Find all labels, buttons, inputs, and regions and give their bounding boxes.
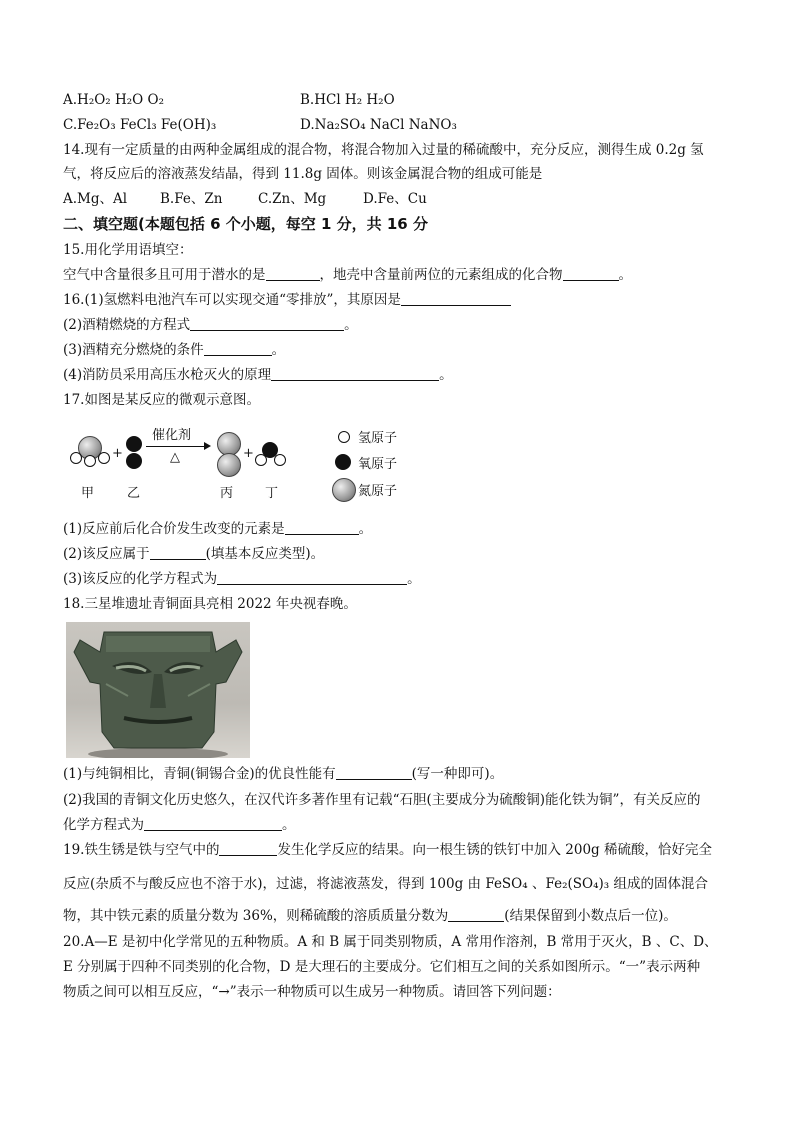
- arrow-head-icon: [204, 442, 211, 450]
- q18-line1: 18.三星堆遗址青铜面具亮相 2022 年央视春晚。: [63, 596, 357, 612]
- q20-line2: E 分别属于四种不同类别的化合物，D 是大理石的主要成分。它们相互之间的关系如图所示。“一”表示两种: [63, 959, 701, 975]
- q15-text-a: 空气中含量很多且可用于潜水的是: [63, 267, 266, 283]
- hydrogen-atom: [255, 454, 267, 466]
- q13-option-d: D.Na₂SO₄ NaCl NaNO₃: [300, 117, 457, 133]
- q14-option-a: A.Mg、Al: [63, 191, 128, 207]
- q16-text-2: (2)酒精燃烧的方程式: [63, 317, 191, 333]
- answer-blank[interactable]: [271, 366, 439, 381]
- answer-blank[interactable]: [448, 907, 504, 922]
- q16-line1: [63, 290, 511, 310]
- answer-blank[interactable]: [563, 266, 619, 281]
- legend-oxygen-icon: [335, 454, 351, 470]
- hydrogen-atom: [274, 454, 286, 466]
- answer-blank[interactable]: [144, 816, 282, 831]
- q15-line2: [63, 265, 632, 285]
- legend-oxygen-label: 氧原子: [358, 457, 398, 472]
- q18-text-2b: 化学方程式为: [63, 817, 144, 833]
- q16-line4: [63, 365, 453, 385]
- q13-option-b: B.HCl H₂ H₂O: [300, 92, 395, 108]
- q17-sub1: [63, 519, 372, 539]
- q14-line2: 气，将反应后的溶液蒸发结晶，得到 11.8g 固体。则该金属混合物的组成可能是: [63, 166, 543, 182]
- q18-text-1: (1)与纯铜相比，青铜(铜锡合金)的优良性能有: [63, 766, 336, 782]
- q17-line1: 17.如图是某反应的微观示意图。: [63, 392, 260, 408]
- q14-option-b: B.Fe、Zn: [160, 191, 223, 207]
- catalyst-label: 催化剂: [152, 428, 192, 443]
- q14-option-d: D.Fe、Cu: [363, 191, 427, 207]
- hydrogen-atom: [98, 452, 110, 464]
- label-bing: 丙: [220, 486, 234, 501]
- q17-text-1: (1)反应前后化合价发生改变的元素是: [63, 521, 285, 537]
- answer-blank[interactable]: [219, 841, 277, 856]
- label-yi: 乙: [127, 486, 141, 501]
- q17-text-2b: (填基本反应类型)。: [205, 546, 325, 562]
- q19-text-3b: (结果保留到小数点后一位)。: [504, 908, 677, 924]
- q16-line2: [63, 315, 358, 335]
- answer-blank[interactable]: [336, 765, 412, 780]
- q16-text-1: 16.(1)氢燃料电池汽车可以实现交通“零排放”，其原因是: [63, 292, 401, 308]
- q15-line1: 15.用化学用语填空：: [63, 242, 193, 258]
- plus-sign: +: [243, 446, 254, 461]
- q18-sub2-cont: [63, 815, 296, 835]
- q14-line1: 14.现有一定质量的由两种金属组成的混合物，将混合物加入过量的稀硫酸中，充分反应，测得生成 0.2g 氢: [63, 142, 704, 158]
- label-ding: 丁: [265, 486, 279, 501]
- q17-end-3: 。: [407, 571, 421, 587]
- q18-text-1b: (写一种即可)。: [411, 766, 504, 782]
- q15-end: 。: [618, 267, 632, 283]
- hydrogen-atom: [84, 455, 96, 467]
- q18-sub1: [63, 764, 503, 784]
- q19-line2: 反应(杂质不与酸反应也不溶于水)，过滤，将滤液蒸发，得到 100g 由 FeSO₄ 、Fe₂(SO₄)₃ 组成的固体混合: [63, 876, 708, 892]
- q17-end-1: 。: [358, 521, 373, 537]
- answer-blank[interactable]: [150, 545, 206, 560]
- answer-blank[interactable]: [285, 520, 359, 535]
- legend-hydrogen-icon: [338, 431, 350, 443]
- answer-blank[interactable]: [266, 266, 320, 281]
- q13-option-c: C.Fe₂O₃ FeCl₃ Fe(OH)₃: [63, 117, 217, 133]
- q16-end-4: 。: [439, 367, 453, 383]
- legend-nitrogen-label: 氮原子: [358, 484, 398, 499]
- q19-text-1a: 19.铁生锈是铁与空气中的: [63, 842, 220, 858]
- q17-sub3: [63, 569, 421, 589]
- q20-line3: 物质之间可以相互反应，“→”表示一种物质可以生成另一种物质。请回答下列问题：: [63, 984, 561, 1000]
- q19-text-1b: 发生化学反应的结果。向一根生锈的铁钉中加入 200g 稀硫酸，恰好完全: [277, 842, 712, 858]
- q16-line3: [63, 340, 285, 360]
- heat-symbol: △: [170, 450, 180, 465]
- oxygen-atom: [126, 436, 142, 452]
- legend-hydrogen-label: 氢原子: [358, 431, 398, 446]
- answer-blank[interactable]: [401, 291, 511, 306]
- q19-line3: [63, 906, 677, 926]
- q16-text-3: (3)酒精充分燃烧的条件: [63, 342, 204, 358]
- q17-sub2: [63, 544, 324, 564]
- legend-nitrogen-icon: [332, 478, 356, 502]
- plus-sign: +: [112, 446, 123, 461]
- nitrogen-atom: [217, 453, 241, 477]
- q19-line1: [63, 840, 712, 860]
- q17-text-3: (3)该反应的化学方程式为: [63, 571, 218, 587]
- section-heading: 二、填空题(本题包括 6 个小题，每空 1 分，共 16 分: [63, 215, 428, 233]
- oxygen-atom: [126, 453, 142, 469]
- label-jia: 甲: [81, 486, 95, 501]
- q14-option-c: C.Zn、Mg: [258, 191, 327, 207]
- q18-sub2: (2)我国的青铜文化历史悠久，在汉代许多著作里有记载“石胆(主要成分为硫酸铜)能化铁为铜”，有关反应的: [63, 792, 701, 808]
- q17-text-2: (2)该反应属于: [63, 546, 150, 562]
- reaction-diagram: [60, 422, 420, 504]
- q16-end-2: 。: [344, 317, 358, 333]
- q15-text-b: ，地壳中含量前两位的元素组成的化合物: [319, 267, 563, 283]
- answer-blank[interactable]: [190, 316, 344, 331]
- bronze-mask-image: [66, 622, 250, 758]
- q16-end-3: 。: [271, 342, 286, 358]
- answer-blank[interactable]: [204, 341, 272, 356]
- q18-end: 。: [282, 817, 296, 833]
- q19-text-3a: 物，其中铁元素的质量分数为 36%，则稀硫酸的溶质质量分数为: [63, 908, 449, 924]
- answer-blank[interactable]: [217, 570, 407, 585]
- reaction-arrow: [146, 446, 206, 447]
- q20-line1: 20.A—E 是初中化学常见的五种物质。A 和 B 属于同类别物质，A 常用作溶剂，B 常用于灭火，B 、C、D、: [63, 934, 718, 950]
- q13-option-a: A.H₂O₂ H₂O O₂: [63, 92, 165, 108]
- q16-text-4: (4)消防员采用高压水枪灭火的原理: [63, 367, 272, 383]
- hydrogen-atom: [70, 452, 82, 464]
